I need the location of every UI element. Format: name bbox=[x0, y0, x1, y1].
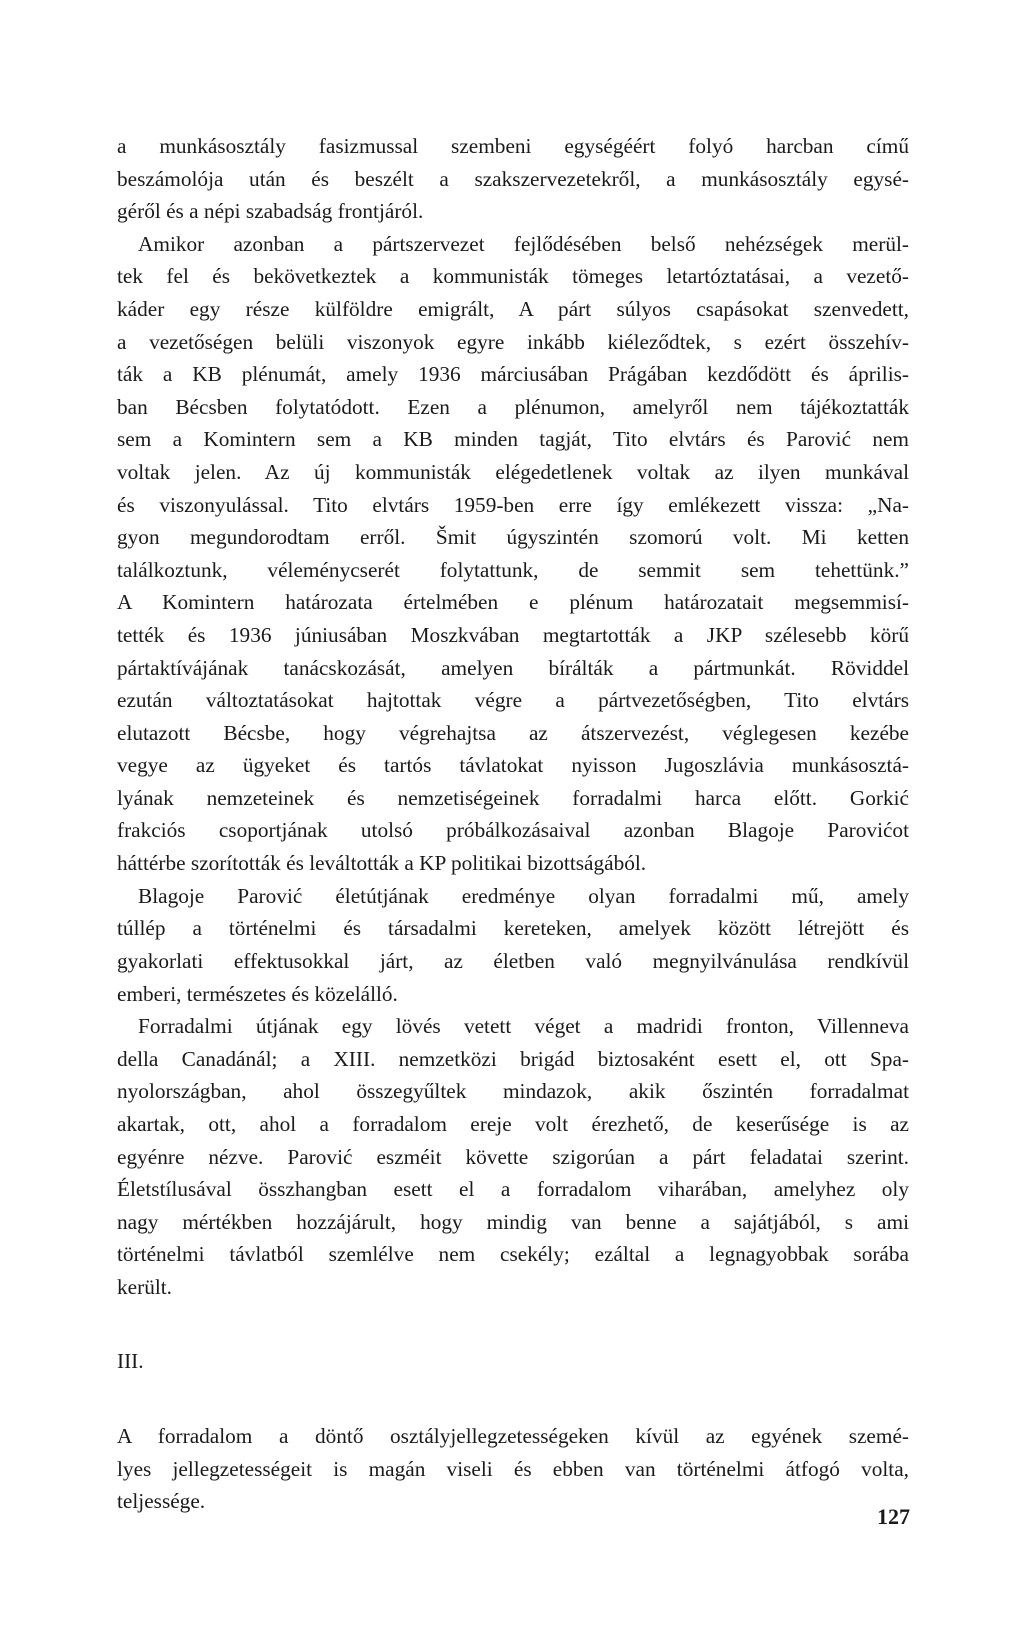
text-line: történelmi távlatból szemlélve nem csekély; ezáltal a legnagyobbak sorába bbox=[117, 1242, 909, 1267]
text-line: káder egy része külföldre emigrált, A párt súlyos csapásokat szenvedett, bbox=[117, 296, 909, 321]
text-line: A forradalom a döntő osztályjellegzetességeken kívül az egyének szemé- bbox=[117, 1424, 909, 1448]
text-line: akartak, ott, ahol a forradalom ereje volt érezhető, de keserűsége is az bbox=[117, 1111, 909, 1136]
text-line: Amikor azonban a pártszervezet fejlődésében belső nehézségek merül- bbox=[138, 231, 909, 256]
paragraph-5 bbox=[117, 1420, 909, 1518]
page-number: 127 bbox=[877, 1504, 910, 1529]
text-line: nyolországban, ahol összegyűltek mindazok, akik őszintén forradalmat bbox=[117, 1079, 909, 1104]
text-line: A Komintern határozata értelmében e plénum határozatait megsemmisí- bbox=[117, 590, 909, 615]
text-line: ezután változtatásokat hajtottak végre a pártvezetőségben, Tito elvtárs bbox=[117, 688, 909, 713]
text-line: nagy mértékben hozzájárult, hogy mindig van benne a sajátjából, s ami bbox=[117, 1209, 909, 1234]
text-line: találkoztunk, véleménycserét folytattunk, de semmit sem tehettünk.” bbox=[117, 557, 909, 582]
text-line: Életstílusával összhangban esett el a forradalom viharában, amelyhez oly bbox=[117, 1177, 909, 1202]
text-line: beszámolója után és beszélt a szakszervezetekről, a munkásosztály egysé- bbox=[117, 166, 909, 191]
text-line: della Canadánál; a XIII. nemzetközi brigád biztosaként esett el, ott Spa- bbox=[117, 1046, 909, 1071]
text-line: egyénre nézve. Parović eszméit követte szigorúan a párt feladatai szerint. bbox=[117, 1144, 909, 1169]
text-line: géről és a népi szabadság frontjáról. bbox=[117, 199, 424, 224]
text-line: került. bbox=[117, 1274, 172, 1299]
text-line: tették és 1936 júniusában Moszkvában megtartották a JKP szélesebb körű bbox=[117, 622, 909, 647]
text-line: vegye az ügyeket és tartós távlatokat nyisson Jugoszlávia munkásosztá- bbox=[117, 753, 909, 778]
text-line: emberi, természetes és közelálló. bbox=[117, 981, 398, 1006]
text-line: voltak jelen. Az új kommunisták elégedetlenek voltak az ilyen munkával bbox=[117, 459, 909, 484]
text-line: gyon megundorodtam erről. Šmit úgyszintén szomorú volt. Mi ketten bbox=[117, 525, 909, 550]
text-line: teljessége. bbox=[117, 1489, 206, 1514]
text-line: ták a KB plénumát, amely 1936 márciusában Prágában kezdődött és április- bbox=[117, 362, 909, 387]
text-line: gyakorlati effektusokkal járt, az életben való megnyilvánulása rendkívül bbox=[117, 948, 909, 973]
text-line: pártaktívájának tanácskozását, amelyen bírálták a pártmunkát. Röviddel bbox=[117, 655, 909, 680]
text-line: frakciós csoportjának utolsó próbálkozásaival azonban Blagoje Parovićot bbox=[117, 818, 909, 843]
paragraph-2 bbox=[117, 228, 909, 880]
text-line: túllép a történelmi és társadalmi kereteken, amelyek között létrejött és bbox=[117, 916, 909, 941]
text-line: a vezetőségen belüli viszonyok egyre inkább kiéleződtek, s ezért összehív- bbox=[117, 329, 909, 354]
text-line: Blagoje Parović életútjának eredménye olyan forradalmi mű, amely bbox=[138, 883, 909, 908]
text-line: elutazott Bécsbe, hogy végrehajtsa az átszervezést, véglegesen kezébe bbox=[117, 720, 909, 745]
text-line: Forradalmi útjának egy lövés vetett véget a madridi fronton, Villenneva bbox=[138, 1014, 909, 1039]
text-line: tek fel és bekövetkeztek a kommunisták tömeges letartóztatásai, a vezető- bbox=[117, 264, 909, 289]
text-line: és viszonyulással. Tito elvtárs 1959-ben erre így emlékezett vissza: „Na- bbox=[117, 492, 909, 517]
text-line: lyes jellegzetességeit is magán viseli és ebben van történelmi átfogó volta, bbox=[117, 1456, 909, 1481]
text-line: sem a Komintern sem a KB minden tagját, Tito elvtárs és Parović nem bbox=[117, 427, 909, 452]
paragraph-4 bbox=[117, 1010, 909, 1303]
paragraph-1 bbox=[117, 130, 909, 228]
text-line: lyának nemzeteinek és nemzetiségeinek forradalmi harca előtt. Gorkić bbox=[117, 785, 909, 810]
paragraph-3 bbox=[117, 880, 909, 1010]
text-line: ban Bécsben folytatódott. Ezen a plénumon, amelyről nem tájékoztatták bbox=[117, 394, 909, 419]
text-line: a munkásosztály fasizmussal szembeni egységéért folyó harcban című bbox=[117, 134, 909, 158]
section-heading: III. bbox=[117, 1349, 144, 1373]
text-line: háttérbe szorították és leváltották a KP politikai bizottságából. bbox=[117, 851, 647, 876]
